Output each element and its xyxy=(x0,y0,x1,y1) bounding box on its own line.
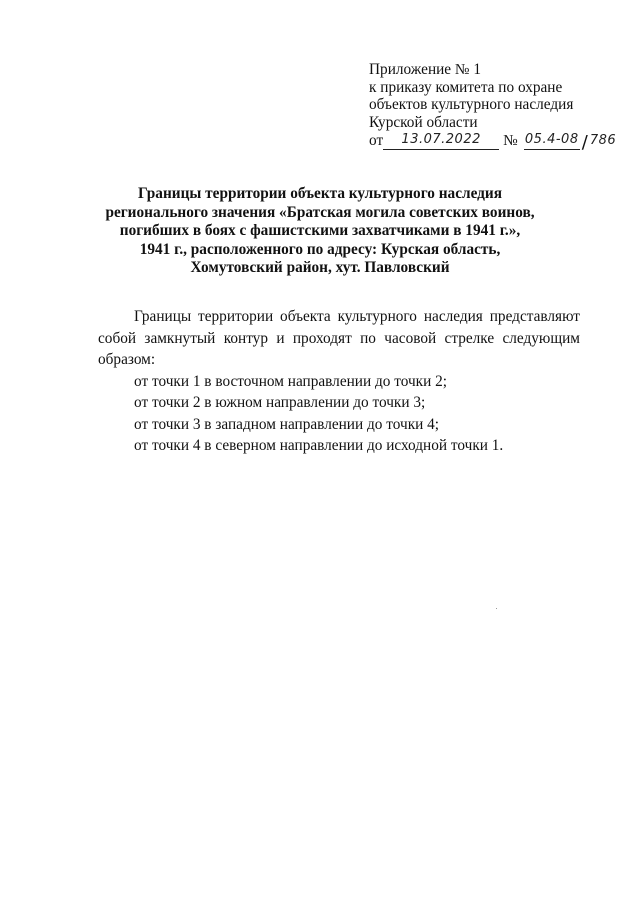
order-date: 13.07.2022 xyxy=(383,131,499,150)
appendix-block xyxy=(369,61,617,153)
title-line-3: погибших в боях с фашистскими захватчиками в 1941 г.», xyxy=(119,222,521,240)
region-name: Курской области xyxy=(369,113,478,131)
number-slash: / xyxy=(581,131,588,153)
document-body xyxy=(98,306,580,457)
scan-speck xyxy=(496,608,497,609)
title-line-2: регионального значения «Братская могила советских воинов, xyxy=(105,203,535,221)
title-line-1: Границы территории объекта культурного наследия xyxy=(138,185,502,202)
number-sign: № xyxy=(503,132,518,150)
from-label: от xyxy=(369,132,384,150)
boundary-item: от точки 3 в западном направлении до точки 4; xyxy=(134,415,440,433)
boundary-item: от точки 2 в южном направлении до точки 3; xyxy=(134,394,426,411)
committee-name: объектов культурного наследия xyxy=(369,96,574,114)
title-line-5: Хомутовский район, хут. Павловский xyxy=(190,259,450,277)
document-title xyxy=(80,185,560,278)
order-number: 05.4-08 xyxy=(524,131,580,150)
title-line-4: 1941 г., расположенного по адресу: Курская область, xyxy=(139,240,501,258)
order-number-suffix: 786 xyxy=(589,133,617,149)
boundary-item: от точки 1 в восточном направлении до точки 2; xyxy=(134,372,448,390)
order-reference: к приказу комитета по охране xyxy=(369,78,563,96)
order-date-number xyxy=(369,131,617,153)
intro-paragraph: Границы территории объекта культурного наследия представляют собой замкнутый контур и проходят по часовой стрелке следующим образом: xyxy=(98,308,580,368)
appendix-number: Приложение № 1 xyxy=(369,61,481,78)
boundary-item: от точки 4 в северном направлении до исходной точки 1. xyxy=(134,437,504,454)
